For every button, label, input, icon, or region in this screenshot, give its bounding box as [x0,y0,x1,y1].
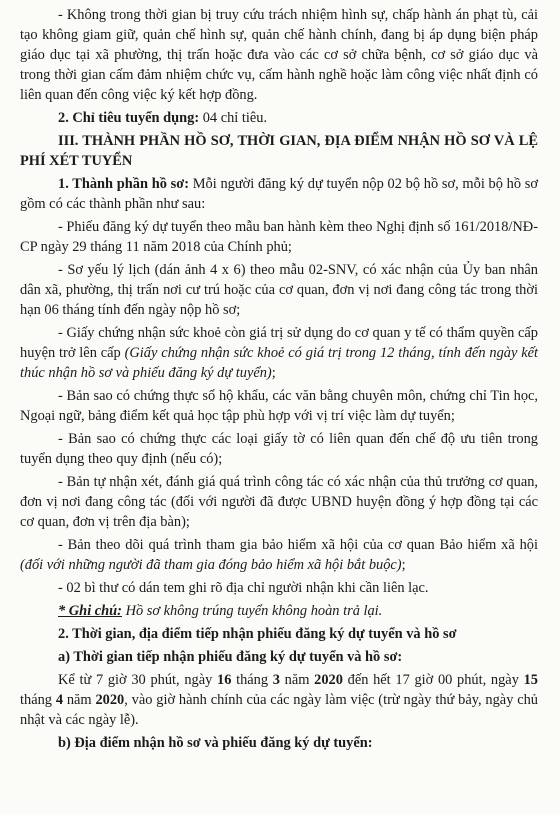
list-item [20,535,538,575]
condition-paragraph: - Không trong thời gian bị truy cứu trách nhiệm hình sự, chấp hành án phạt tù, cải tạo không giam giữ, quản chế hình sự, quản chế hành chính, đang bị áp dụng biện pháp giáo dục tại xã phường, thị trấn hoặc đưa vào các cơ sở chữa bệnh, cơ sở giáo dục và trong thời gian cấm đảm nhiệm chức vụ, cấm hành nghề hoặc làm công việc nhất định có liên quan đến công việc ký kết hợp đồng. [20,7,538,103]
dossier-label: 1. Thành phần hồ sơ: [58,176,190,192]
list-item: - 02 bì thư có dán tem ghi rõ địa chỉ người nhận khi cần liên lạc. [58,580,429,596]
note-text: Hồ sơ không trúng tuyển không hoàn trả lại. [121,603,383,619]
note-label: * Ghi chú: [58,603,122,619]
recruitment-quota [20,108,538,128]
list-item [20,323,538,383]
list-item-end: ; [401,557,406,573]
list-item: - Bản tự nhận xét, đánh giá quá trình công tác có xác nhận của thủ trưởng cơ quan, đơn vị nơi đang công tác (đối với người đã được UBND huyện đồng ý hợp đồng tại các cơ quan, đơn vị trên địa bàn); [20,474,538,530]
quota-value: 04 chỉ tiêu. [199,110,268,126]
list-item-note: (đối với những người đã tham gia đóng bảo hiểm xã hội bắt buộc) [20,557,402,573]
dossier-text: Mỗi người đăng ký dự tuyển nộp 02 bộ hồ sơ, mỗi bộ hồ sơ gồm có các thành phần như sau: [20,176,538,212]
dossier-components-intro [20,174,538,214]
subsection-2a-heading: a) Thời gian tiếp nhận phiếu đăng ký dự tuyển và hồ sơ: [58,649,403,665]
section-3-heading: III. THÀNH PHẦN HỒ SƠ, THỜI GIAN, ĐỊA ĐIỂM NHẬN HỒ SƠ VÀ LỆ PHÍ XÉT TUYỂN [20,133,538,169]
list-item-text: - Giấy chứng nhận sức khoẻ còn giá trị sử dụng do cơ quan y tế có thẩm quyền cấp huyện trở lên cấp [20,325,538,361]
subsection-2b-heading: b) Địa điểm nhận hồ sơ và phiếu đăng ký dự tuyển: [58,735,373,751]
list-item: - Bản sao có chứng thực sổ hộ khẩu, các văn bằng chuyên môn, chứng chỉ Tin học, Ngoại ngữ, bảng điểm kết quả học tập phù hợp với vị trí việc làm dự tuyển; [20,388,538,424]
list-item: - Sơ yếu lý lịch (dán ảnh 4 x 6) theo mẫu 02-SNV, có xác nhận của Ủy ban nhân dân xã, phường, thị trấn nơi cư trú hoặc của cơ quan, đơn vị nơi đang công tác trong thời hạn 06 tháng tính đến ngày nộp hồ sơ; [20,262,538,318]
quota-label: 2. Chỉ tiêu tuyển dụng: [58,110,200,126]
note-paragraph [20,601,538,621]
list-item-text: - Bản theo dõi quá trình tham gia bảo hiểm xã hội của cơ quan Bảo hiểm xã hội [58,537,538,553]
list-item: - Phiếu đăng ký dự tuyển theo mẫu ban hành kèm theo Nghị định số 161/2018/NĐ-CP ngày 29 tháng 11 năm 2018 của Chính phủ; [20,219,538,255]
list-item-note: (Giấy chứng nhận sức khoẻ có giá trị trong 12 tháng, tính đến ngày kết thúc nhận hồ sơ và phiếu đăng ký dự tuyển) [20,345,538,381]
list-item: - Bản sao có chứng thực các loại giấy tờ có liên quan đến chế độ ưu tiên trong tuyển dụng theo quy định (nếu có); [20,431,538,467]
reception-time: Kể từ 7 giờ 30 phút, ngày 16 tháng 3 năm 2020 đến hết 17 giờ 00 phút, ngày 15 tháng 4 năm 2020, vào giờ hành chính của các ngày làm việc (trừ ngày thứ bảy, ngày chủ nhật và các ngày lễ). [20,672,538,728]
list-item-end: ; [271,365,276,381]
subsection-2-heading: 2. Thời gian, địa điểm tiếp nhận phiếu đăng ký dự tuyển và hồ sơ [58,626,457,642]
